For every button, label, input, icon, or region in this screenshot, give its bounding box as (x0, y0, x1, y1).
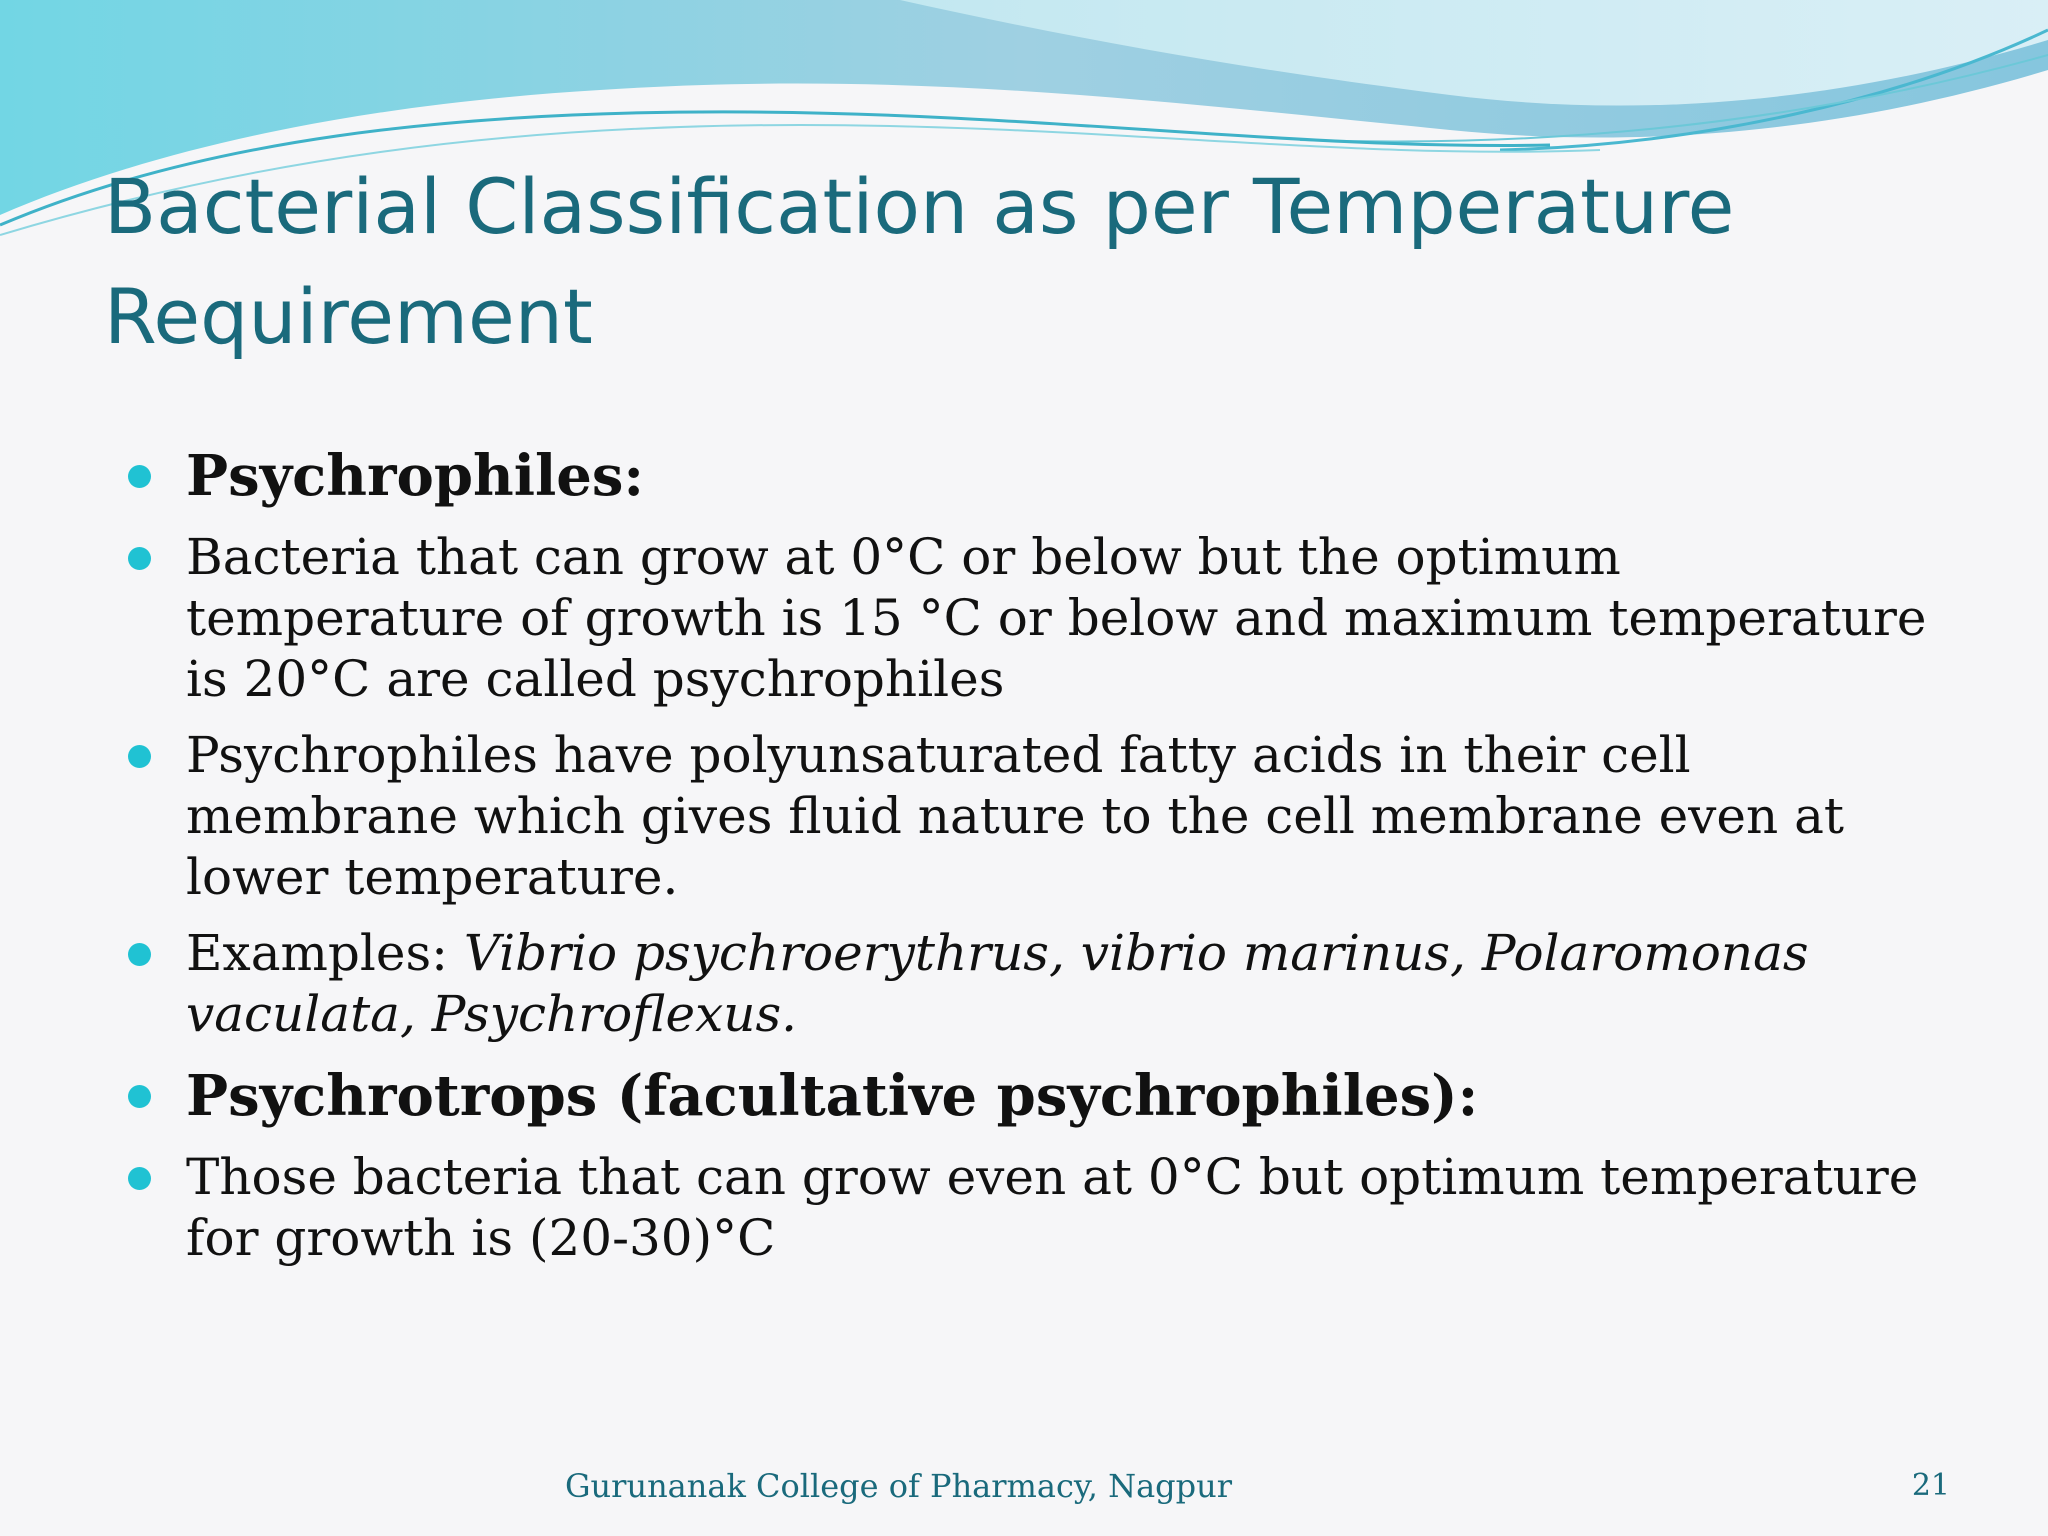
bullet-examples (128, 923, 1948, 1045)
examples-species: Vibrio psychroerythrus, vibrio marinus, Polaromonas vaculata, Psychroflexus. (186, 924, 1809, 1043)
bullet-text: Psychrophiles have polyunsaturated fatty acids in their cell membrane which gives fluid nature to the cell membrane even at lower temperature. (186, 726, 1845, 906)
bullet-psychrophiles-membrane (128, 725, 1948, 908)
bullet-dot-icon (128, 1167, 151, 1190)
slide-title (104, 152, 1964, 372)
bullet-text: Bacteria that can grow at 0°C or below but the optimum temperature of growth is 15 °C or below and maximum temperature is 20°C are called psychrophiles (186, 528, 1927, 708)
examples-label: Examples: (186, 924, 464, 982)
bullet-text: Those bacteria that can grow even at 0°C but optimum temperature for growth is (20-30)°C (186, 1148, 1919, 1267)
bullet-text: Psychrotrops (facultative psychrophiles): (186, 1063, 1479, 1129)
slide-footer: Gurunanak College of Pharmacy, Nagpur (564, 1467, 1233, 1505)
bullet-dot-icon (128, 943, 151, 966)
bullet-psychrophiles-heading (128, 440, 1948, 512)
bullet-list (128, 440, 1948, 1284)
slide-title-line-1: Bacterial Classification as per Temperature (104, 162, 1735, 251)
slide-title-line-2: Requirement (104, 272, 593, 361)
slide-page-number: 21 (1911, 1468, 1950, 1503)
bullet-dot-icon (128, 465, 151, 488)
bullet-dot-icon (128, 745, 151, 768)
bullet-dot-icon (128, 547, 151, 570)
bullet-psychrotrops-heading (128, 1060, 1948, 1132)
bullet-psychrotrops-definition (128, 1147, 1948, 1269)
bullet-psychrophiles-definition (128, 527, 1948, 710)
bullet-dot-icon (128, 1085, 151, 1108)
bullet-text: Psychrophiles: (186, 443, 645, 509)
